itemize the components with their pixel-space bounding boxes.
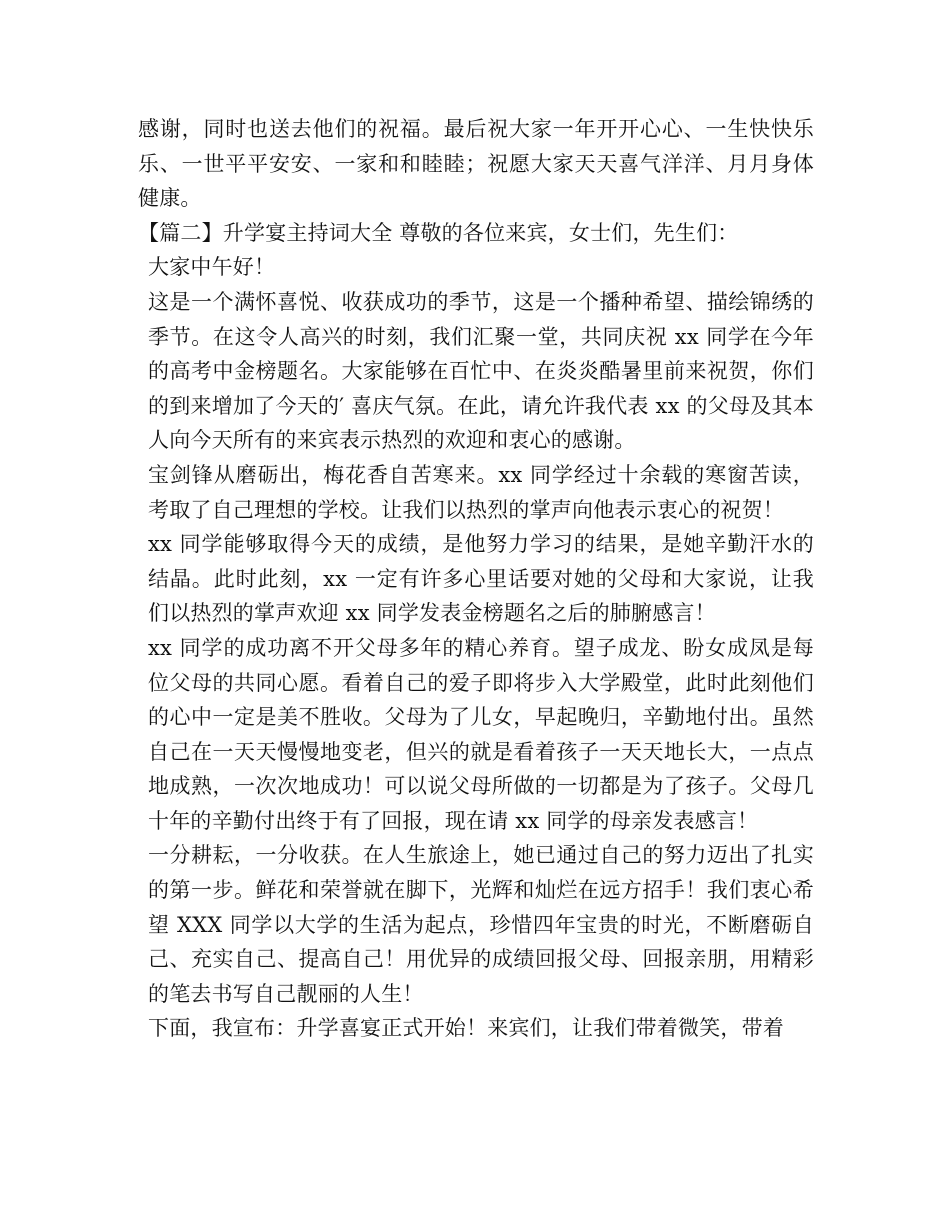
paragraph-parents: xx 同学的成功离不开父母多年的精心养育。望子成龙、盼女成凤是每位父母的共同心愿。看着自己的爱子即将步入大学殿堂，此时此刻他们的心中一定是美不胜收。父母为了儿女，早起晚归，辛勤地付出。虽然自己在一天天慢慢地变老，但兴的就是看着孩子一天天地长大，一点点地成熟，一次次地成功！可以说父母所做的一切都是为了孩子。父母几十年的辛勤付出终于有了回报，现在请 xx 同学的母亲发表感言！ <box>148 635 814 833</box>
paragraph-future: 一分耕耘，一分收获。在人生旅途上，她已通过自己的努力迈出了扎实的第一步。鲜花和荣誉就在脚下，光辉和灿烂在远方招手！我们衷心希望 XXX 同学以大学的生活为起点，珍惜四年宝贵的时光，不断磨砺自己、充实自己、提高自己！用优异的成绩回报父母、回报亲朋，用精彩的笔去书写自己靓丽的人生！ <box>148 843 814 1006</box>
document-body <box>138 112 814 1046</box>
paragraph-banquet-start: 下面，我宣布：升学喜宴正式开始！来宾们，让我们带着微笑，带着 <box>148 1016 784 1041</box>
paragraph-closing-wishes: 感谢，同时也送去他们的祝福。最后祝大家一年开开心心、一生快快乐乐、一世平平安安、一家和和睦睦；祝愿大家天天喜气洋洋、月月身体健康。 <box>138 117 814 211</box>
paragraph-student-speech: xx 同学能够取得今天的成绩，是他努力学习的结果，是她辛勤汗水的结晶。此时此刻，xx 一定有许多心里话要对她的父母和大家说，让我们以热烈的掌声欢迎 xx 同学发表金榜题名之后的肺腑感言！ <box>148 532 814 626</box>
paragraph-section-heading: 【篇二】升学宴主持词大全 尊敬的各位来宾，女士们，先生们： <box>138 220 739 245</box>
paragraph-congratulations: 宝剑锋从磨砺出，梅花香自苦寒来。xx 同学经过十余载的寒窗苦读，考取了自己理想的学校。让我们以热烈的掌声向他表示衷心的祝贺！ <box>148 462 814 522</box>
paragraph-season-intro: 这是一个满怀喜悦、收获成功的季节，这是一个播种希望、描绘锦绣的季节。在这令人高兴的时刻，我们汇聚一堂，共同庆祝 xx 同学在今年的高考中金榜题名。大家能够在百忙中、在炎炎酷暑里前来祝贺，你们的到来增加了今天的′ 喜庆气氛。在此，请允许我代表 xx 的父母及其本人向今天所有的来宾表示热烈的欢迎和衷心的感谢。 <box>148 289 814 453</box>
paragraph-greeting: 大家中午好！ <box>148 255 276 280</box>
